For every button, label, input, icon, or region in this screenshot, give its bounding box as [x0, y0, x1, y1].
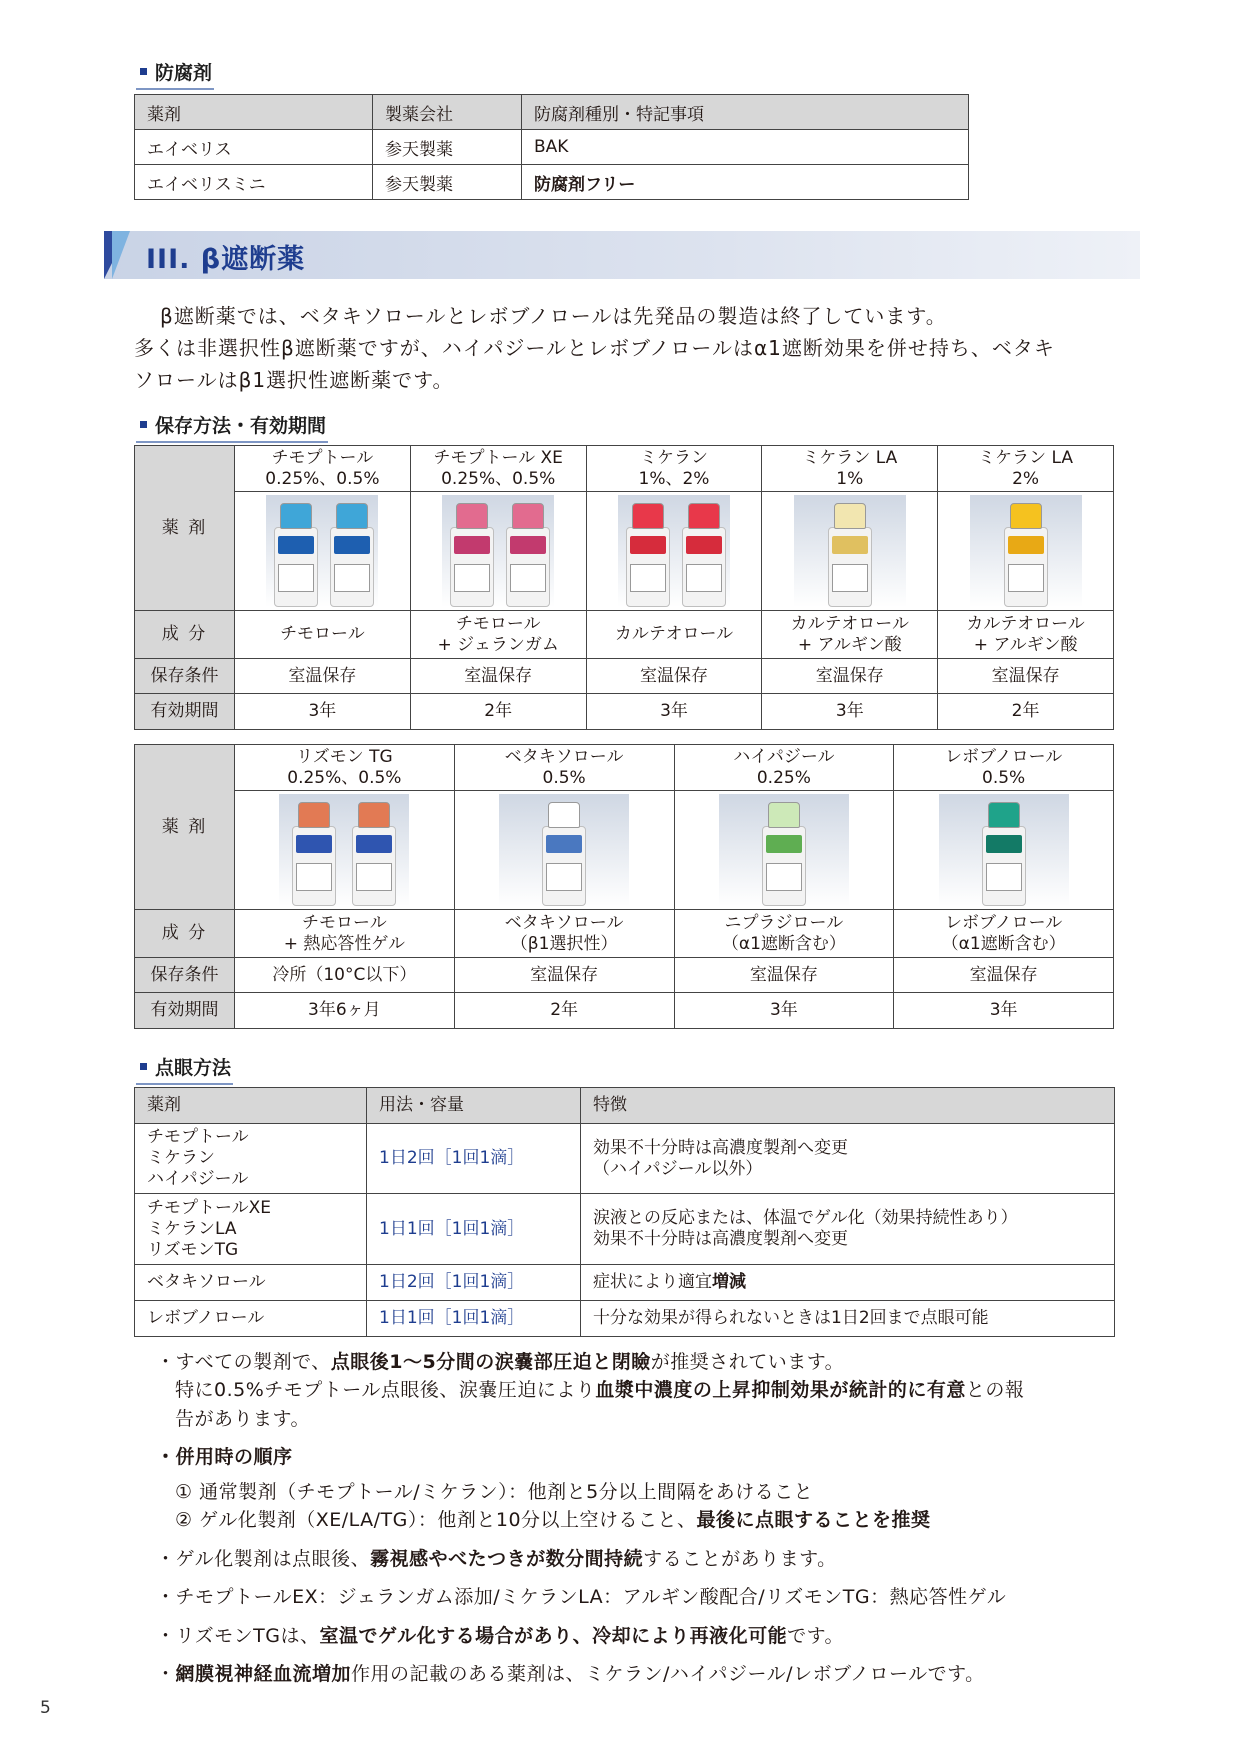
product-image-row — [135, 492, 1114, 611]
intro-paragraph-3: ソロールはβ1選択性遮断薬です。 — [134, 368, 454, 392]
product-image-cell — [410, 492, 586, 611]
header-feature: 特徴 — [581, 1088, 1115, 1124]
table-row: チモプトールXE ミケランLA リズモンTG 1日1回［1回1滴］ 涙液との反応または、体温でゲル化（効果持続性あり） 効果不十分時は高濃度製剤へ変更 — [135, 1194, 1115, 1265]
note-gel: ・ゲル化製剤は点眼後、霧視感やべたつきが数分間持続することがあります。 — [156, 1548, 837, 1570]
table-row: チモプトール ミケラン ハイパジール 1日2回［1回1滴］ 効果不十分時は高濃度製剤へ変更 （ハイパジール以外） — [135, 1124, 1115, 1194]
component-cell: カルテオロール — [586, 611, 762, 659]
section-title: III. β遮断薬 — [146, 244, 306, 275]
product-image-cell — [586, 492, 762, 611]
drug-name-cell: レボブノロール 0.5% — [894, 745, 1114, 791]
condition-cell: 室温保存 — [235, 659, 411, 694]
table-row: ベタキソロール 1日2回［1回1滴］ 症状により適宜増減 — [135, 1265, 1115, 1301]
banner-accent-light — [112, 231, 130, 279]
eyedrop-bottle-icon — [762, 802, 806, 906]
table-header-row — [135, 95, 969, 130]
label-condition: 保存条件 — [135, 659, 235, 694]
component-cell: ベタキソロール （β1選択性） — [454, 910, 674, 958]
drug-name-cell: ミケラン LA 1% — [762, 446, 938, 492]
table-header-row — [135, 1088, 1115, 1124]
note-additives: ・チモプトールEX：ジェランガム添加/ミケランLA：アルギン酸配合/リズモンTG：熱応答性ゲル — [156, 1586, 1007, 1608]
table-row: エイベリスミニ 参天製薬 防腐剤フリー — [135, 165, 969, 200]
product-photo — [794, 495, 906, 607]
component-cell: カルテオロール + アルギン酸 — [938, 611, 1114, 659]
section-banner — [104, 231, 1140, 279]
condition-cell: 室温保存 — [762, 659, 938, 694]
condition-cell: 室温保存 — [454, 958, 674, 993]
component-cell: ニプラジロール （α1遮断含む） — [674, 910, 894, 958]
drug-name-cell: リズモン TG 0.25%、0.5% — [235, 745, 455, 791]
eyedrop-bottle-icon — [506, 503, 546, 607]
bullet-square-icon — [140, 68, 147, 75]
bullet-square-icon — [140, 421, 147, 428]
drug-name-cell: ミケラン LA 2% — [938, 446, 1114, 492]
product-photo — [279, 794, 409, 906]
label-component: 成 分 — [135, 611, 235, 659]
table-row — [135, 446, 1114, 492]
product-image-cell — [454, 791, 674, 910]
table-row: エイベリス 参天製薬 BAK — [135, 130, 969, 165]
drug-name-cell: ミケラン 1%、2% — [586, 446, 762, 492]
condition-cell: 室温保存 — [586, 659, 762, 694]
header-drug: 薬剤 — [135, 95, 373, 130]
period-row — [135, 993, 1114, 1029]
header-preservative: 防腐剤種別・特記事項 — [522, 95, 969, 130]
component-cell: チモロール — [235, 611, 411, 659]
label-period: 有効期間 — [135, 694, 235, 730]
drug-name-cell: チモプトール XE 0.25%、0.5% — [410, 446, 586, 492]
period-cell: 2年 — [410, 694, 586, 730]
eyedrop-bottle-icon — [1004, 503, 1048, 607]
eyedrop-bottle-icon — [450, 503, 490, 607]
period-cell: 3年 — [674, 993, 894, 1029]
component-cell: レボブノロール （α1遮断含む） — [894, 910, 1114, 958]
drug-name-cell: ハイパジール 0.25% — [674, 745, 894, 791]
eyedrop-heading: 点眼方法 — [136, 1053, 233, 1085]
period-cell: 3年6ヶ月 — [235, 993, 455, 1029]
storage-heading: 保存方法・有効期間 — [136, 411, 328, 443]
product-image-cell — [674, 791, 894, 910]
eyedrop-bottle-icon — [292, 802, 336, 906]
label-condition: 保存条件 — [135, 958, 235, 993]
drug-name-cell: チモプトール 0.25%、0.5% — [235, 446, 411, 492]
note-1: ・すべての製剤で、点眼後1～5分間の涙嚢部圧迫と閉瞼が推奨されています。 — [156, 1351, 845, 1373]
table-row: レボブノロール 1日1回［1回1滴］ 十分な効果が得られないときは1日2回まで点眼可能 — [135, 1301, 1115, 1337]
label-drug: 薬 剤 — [135, 446, 235, 611]
period-cell: 2年 — [454, 993, 674, 1029]
preservative-heading: 防腐剤 — [136, 58, 214, 90]
storage-table-2 — [134, 744, 1114, 1029]
note-rizmon: ・リズモンTGは、室温でゲル化する場合があり、冷却により再液化可能です。 — [156, 1625, 845, 1647]
label-component: 成 分 — [135, 910, 235, 958]
preservative-table — [134, 94, 969, 200]
component-cell: チモロール + ジェランガム — [410, 611, 586, 659]
eyedrop-bottle-icon — [352, 802, 396, 906]
product-photo — [618, 495, 730, 607]
storage-table-1 — [134, 445, 1114, 730]
product-photo — [939, 794, 1069, 906]
eyedrop-bottle-icon — [682, 503, 722, 607]
period-cell: 2年 — [938, 694, 1114, 730]
page-number: 5 — [40, 1698, 51, 1718]
product-image-cell — [235, 492, 411, 611]
product-image-cell — [235, 791, 455, 910]
eyedrop-bottle-icon — [828, 503, 872, 607]
condition-cell: 室温保存 — [410, 659, 586, 694]
eyedrop-bottle-icon — [542, 802, 586, 906]
condition-cell: 室温保存 — [894, 958, 1114, 993]
eyedrop-table — [134, 1087, 1115, 1337]
period-cell: 3年 — [586, 694, 762, 730]
product-photo — [719, 794, 849, 906]
drug-name-cell: ベタキソロール 0.5% — [454, 745, 674, 791]
eyedrop-bottle-icon — [330, 503, 370, 607]
note-2: 特に0.5%チモプトール点眼後、涙嚢圧迫により血漿中濃度の上昇抑制効果が統計的に有意との報 — [175, 1379, 1025, 1401]
component-row — [135, 910, 1114, 958]
note-combined-heading: ・併用時の順序 — [156, 1446, 293, 1468]
bullet-square-icon — [140, 1063, 147, 1070]
intro-paragraph-2: 多くは非選択性β遮断薬ですが、ハイパジールとレボブノロールはα1遮断効果を併せ持ち、ベタキ — [134, 336, 1055, 360]
condition-cell: 室温保存 — [938, 659, 1114, 694]
label-period: 有効期間 — [135, 993, 235, 1029]
product-photo — [499, 794, 629, 906]
product-image-cell — [938, 492, 1114, 611]
component-cell: カルテオロール + アルギン酸 — [762, 611, 938, 659]
note-combined-1: ① 通常製剤（チモプトール/ミケラン）：他剤と5分以上間隔をあけること — [175, 1481, 814, 1503]
product-image-cell — [762, 492, 938, 611]
header-drug: 薬剤 — [135, 1088, 367, 1124]
condition-row — [135, 958, 1114, 993]
product-image-row — [135, 791, 1114, 910]
period-cell: 3年 — [235, 694, 411, 730]
period-cell: 3年 — [762, 694, 938, 730]
period-row — [135, 694, 1114, 730]
label-drug: 薬 剤 — [135, 745, 235, 910]
product-photo — [970, 495, 1082, 607]
component-cell: チモロール + 熱応答性ゲル — [235, 910, 455, 958]
condition-cell: 室温保存 — [674, 958, 894, 993]
eyedrop-bottle-icon — [274, 503, 314, 607]
note-3: 告があります。 — [175, 1408, 310, 1430]
condition-cell: 冷所（10°C以下） — [235, 958, 455, 993]
header-dose: 用法・容量 — [367, 1088, 581, 1124]
product-photo — [442, 495, 554, 607]
eyedrop-bottle-icon — [626, 503, 666, 607]
intro-paragraph-1: β遮断薬では、ベタキソロールとレボブノロールは先発品の製造は終了しています。 — [160, 304, 947, 328]
header-maker: 製薬会社 — [373, 95, 522, 130]
period-cell: 3年 — [894, 993, 1114, 1029]
table-row — [135, 745, 1114, 791]
product-photo — [266, 495, 378, 607]
component-row — [135, 611, 1114, 659]
eyedrop-bottle-icon — [982, 802, 1026, 906]
product-image-cell — [894, 791, 1114, 910]
note-bloodflow: ・網膜視神経血流増加作用の記載のある薬剤は、ミケラン/ハイパジール/レボブノロールです。 — [156, 1663, 985, 1685]
note-combined-2: ② ゲル化製剤（XE/LA/TG）：他剤と10分以上空けること、最後に点眼することを推奨 — [175, 1509, 931, 1531]
condition-row — [135, 659, 1114, 694]
